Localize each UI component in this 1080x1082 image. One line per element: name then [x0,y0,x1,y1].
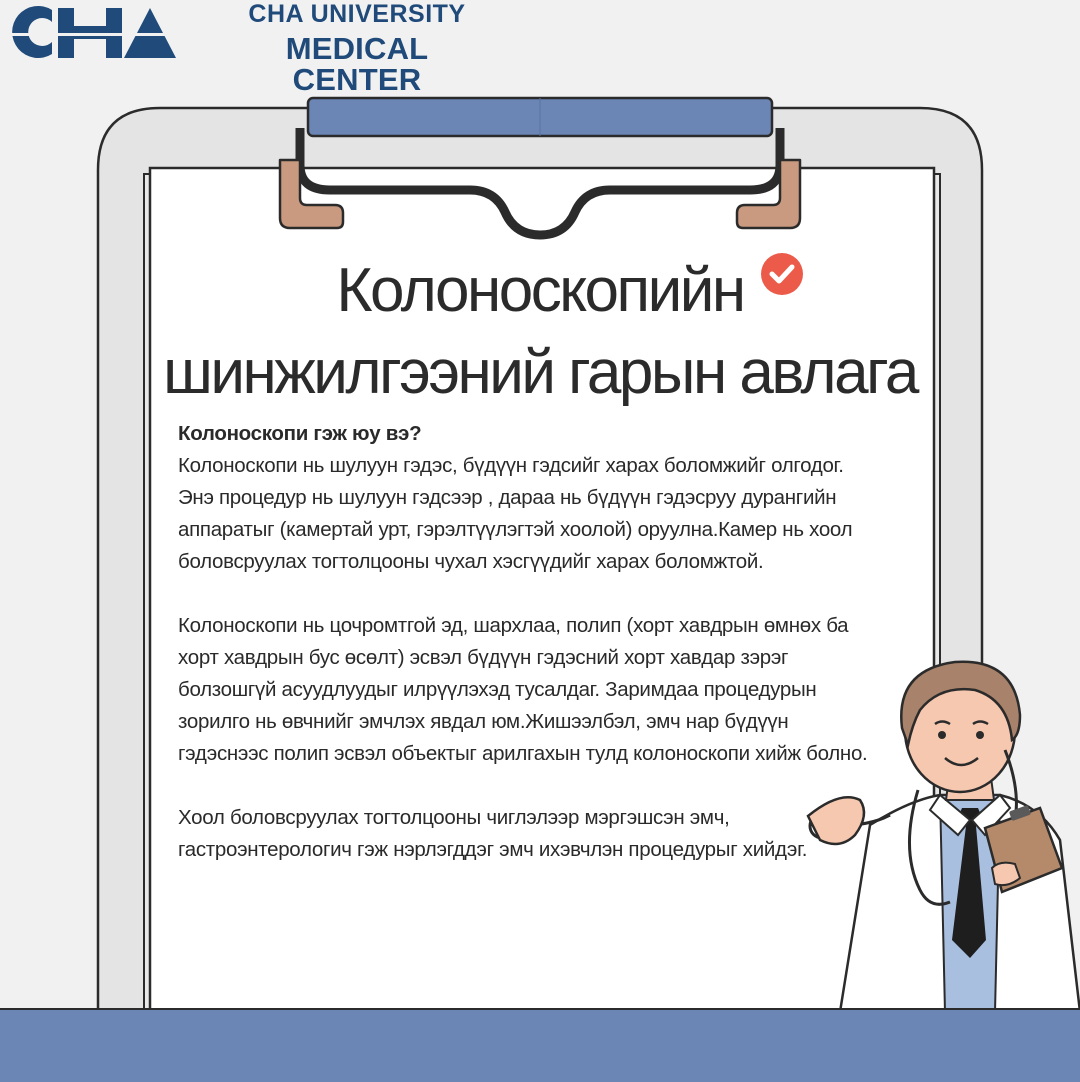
section-3 [178,802,878,866]
section-2 [178,610,878,770]
paragraph-3: Хоол боловсруулах тогтолцооны чиглэлээр мэргэшсэн эмч, гастроэнтерологич гэж нэрлэгддэг эмч ихэвчлэн процедурыг хийдэг. [178,806,808,861]
doctor-illustration [780,640,1080,1012]
page-title-line2: шинжилгээний гарын авлага [163,338,917,407]
footer-band [0,1008,1080,1082]
brand-name-line2: MEDICAL CENTER [285,31,429,97]
paragraph-2: Колоноскопи нь цочромтгой эд, шархлаа, полип (хорт хавдрын өмнөх ба хорт хавдрын бус өсөлт) эсвэл бүдүүн гэдэсний хорт хавдар зэрэг болзошгүй асуудлуудыг илрүүлэхэд тусалдаг. Заримдаа процедурын зорилго нь өвчнийг эмчлэх явдал юм.Жишээлбэл, эмч нар бүдүүн гэдэснээс полип эсвэл объектыг арилгахын тулд колоноскопи хийж болно. [178,614,868,765]
section-1 [178,418,878,578]
check-circle-icon [760,252,804,296]
page-title [150,250,930,414]
article-body [178,418,878,898]
paragraph-1: Колоноскопи нь шулуун гэдэс, бүдүүн гэдсийг харах боломжийг олгодог. Энэ процедур нь шулуун гэдсээр , дараа нь бүдүүн гэдэсруу дурангийн аппаратыг (камертай урт, гэрэлтүүлэгтэй хоолой) оруулна.Камер нь хоол боловсруулах тогтолцооны чухал хэсгүүдийг харах боломжтой. [178,454,853,573]
page-title-line1: Колоноскопийн [336,256,744,325]
section-heading: Колоноскопи гэж юу вэ? [178,422,422,445]
brand-name-line1: CHA UNIVERSITY [248,0,466,28]
